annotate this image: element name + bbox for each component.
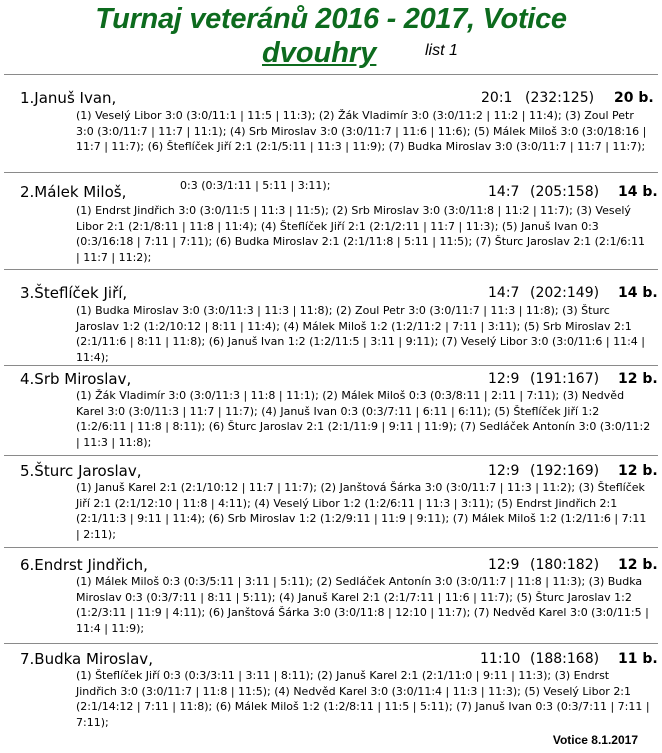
player-extra: 0:3 (0:3/1:11 | 5:11 | 3:11); (180, 179, 331, 192)
player-name: 3.Šteflíček Jiří, (20, 284, 128, 302)
player-balls: (191:167) (530, 371, 600, 387)
player-score: 12:9 (488, 463, 520, 479)
player-name: 6.Endrst Jindřich, (20, 556, 148, 574)
player-block (4, 643, 658, 736)
player-balls: (202:149) (530, 285, 600, 301)
player-score: 12:9 (488, 371, 520, 387)
player-balls: (188:168) (530, 651, 600, 667)
player-balls: (205:158) (530, 184, 600, 200)
player-name: 5.Šturc Jaroslav, (20, 462, 142, 480)
player-name: 7.Budka Miroslav, (20, 650, 153, 668)
player-name: 1.Januš Ivan, (20, 89, 117, 107)
player-score: 11:10 (480, 651, 521, 667)
player-matches: (1) Budka Miroslav 3:0 (3:0/11:3 | 11:3 | 11:8); (2) Zoul Petr 3:0 (3:0/11:7 | 11:3 | 11:8); (3) Šturc Jaroslav 1:2 (1:2/10:12 | 8:11 | 11:4); (4) Málek Miloš 1:2 (1:2/11:2 | 7:11 | 3:11); (5) Srb Miroslav 2:1 (2:1/11:6 | 8:11 | 11:8); (6) Januš Ivan 1:2 (1:2/11:5 | 3:11 | 9:11); (7) Veselý Libor 3:0 (3:0/11:6 | 11:4 | 11:4); (76, 304, 645, 365)
player-block (4, 365, 658, 456)
player-score: 20:1 (481, 90, 513, 106)
player-name: 4.Srb Miroslav, (20, 370, 132, 388)
player-points: 12 b. (618, 557, 658, 573)
footer-date: Votice 8.1.2017 (552, 733, 638, 747)
player-points: 12 b. (618, 463, 658, 479)
player-points: 14 b. (618, 285, 658, 301)
sheet-label: list 1 (425, 42, 458, 59)
player-points: 11 b. (618, 651, 658, 667)
player-matches: (1) Žák Vladimír 3:0 (3:0/11:3 | 11:8 | 11:1); (2) Málek Miloš 0:3 (0:3/8:11 | 2:11 | 7:11); (3) Nedvěd Karel 3:0 (3:0/11:3 | 11:7 | 11:7); (4) Januš Ivan 0:3 (0:3/7:11 | 6:11 | 6:11); (5) Šteflíček Jiří 1:2 (1:2/6:11 | 11:8 | 8:11); (6) Šturc Jaroslav 2:1 (2:1/11:9 | 9:11 | 11:9); (7) Sedláček Antonín 3:0 (3:0/11:2 | 11:3 | 11:8); (76, 389, 651, 450)
player-matches: (1) Januš Karel 2:1 (2:1/10:12 | 11:7 | 11:7); (2) Janštová Šárka 3:0 (3:0/11:7 | 11:3 | 11:2); (3) Šteflíček Jiří 2:1 (2:1/12:10 | 11:8 | 4:11); (4) Veselý Libor 1:2 (1:2/6:11 | 11:3 | 3:11); (5) Endrst Jindřich 2:1 (2:1/11:3 | 9:11 | 11:4); (6) Srb Miroslav 1:2 (1:2/9:11 | 11:9 | 9:11); (7) Málek Miloš 1:2 (1:2/11:6 | 7:11 | 2:11); (76, 481, 647, 542)
player-matches: (1) Endrst Jindřich 3:0 (3:0/11:5 | 11:3 | 11:5); (2) Srb Miroslav 3:0 (3:0/11:8 | 11:2 | 11:7); (3) Veselý Libor 2:1 (2:1/8:11 | 11:8 | 11:4); (4) Šteflíček Jiří 2:1 (2:1/2:11 | 11:7 | 11:3); (5) Januš Ivan 0:3 (0:3/16:18 | 7:11 | 7:11); (6) Budka Miroslav 2:1 (2:1/11:8 | 5:11 | 11:5); (7) Šturc Jaroslav 2:1 (2:1/6:11 | 11:7 | 11:2); (76, 204, 645, 265)
player-block (4, 455, 658, 548)
player-block (4, 172, 658, 270)
page-header (0, 0, 662, 74)
player-balls: (192:169) (530, 463, 600, 479)
player-block (4, 269, 658, 366)
player-points: 12 b. (618, 371, 658, 387)
player-score: 14:7 (488, 285, 520, 301)
player-points: 20 b. (614, 90, 654, 106)
player-matches: (1) Veselý Libor 3:0 (3:0/11:1 | 11:5 | 11:3); (2) Žák Vladimír 3:0 (3:0/11:2 | 11:2 | 11:4); (3) Zoul Petr 3:0 (3:0/11:7 | 11:7 | 11:1); (4) Srb Miroslav 3:0 (3:0/11:7 | 11:6 | 11:6); (5) Málek Miloš 3:0 (3:0/18:16 | 11:7 | 11:7); (6) Šteflíček Jiří 2:1 (2:1/5:11 | 11:3 | 11:9); (7) Budka Miroslav 3:0 (3:0/11:7 | 11:7 | 11:7); (76, 109, 647, 154)
player-name: 2.Málek Miloš, (20, 183, 127, 201)
player-score: 12:9 (488, 557, 520, 573)
player-block (4, 547, 658, 644)
player-balls: (180:182) (530, 557, 600, 573)
page-title: Turnaj veteránů 2016 - 2017, Votice (95, 3, 567, 35)
player-block (4, 74, 658, 173)
player-matches: (1) Šteflíček Jiří 0:3 (0:3/3:11 | 3:11 | 8:11); (2) Januš Karel 2:1 (2:1/11:0 | 9:11 | 11:3); (3) Endrst Jindřich 3:0 (3:0/11:7 | 11:8 | 11:5); (4) Nedvěd Karel 3:0 (3:0/11:4 | 11:3 | 11:3); (5) Veselý Libor 2:1 (2:1/14:12 | 7:11 | 11:8); (6) Málek Miloš 1:2 (1:2/8:11 | 11:5 | 5:11); (7) Januš Ivan 0:3 (0:3/7:11 | 7:11 | 7:11); (76, 669, 650, 730)
page-subtitle: dvouhry (262, 37, 377, 69)
player-balls: (232:125) (525, 90, 595, 106)
player-matches: (1) Málek Miloš 0:3 (0:3/5:11 | 3:11 | 5:11); (2) Sedláček Antonín 3:0 (3:0/11:7 | 11:8 | 11:3); (3) Budka Miroslav 0:3 (0:3/7:11 | 8:11 | 5:11); (4) Januš Karel 2:1 (2:1/7:11 | 11:6 | 11:7); (5) Šturc Jaroslav 1:2 (1:2/3:11 | 11:9 | 4:11); (6) Janštová Šárka 3:0 (3:0/11:8 | 12:10 | 11:7); (7) Nedvěd Karel 3:0 (3:0/11:5 | 11:4 | 11:9); (76, 575, 649, 636)
player-score: 14:7 (488, 184, 520, 200)
player-points: 14 b. (618, 184, 658, 200)
